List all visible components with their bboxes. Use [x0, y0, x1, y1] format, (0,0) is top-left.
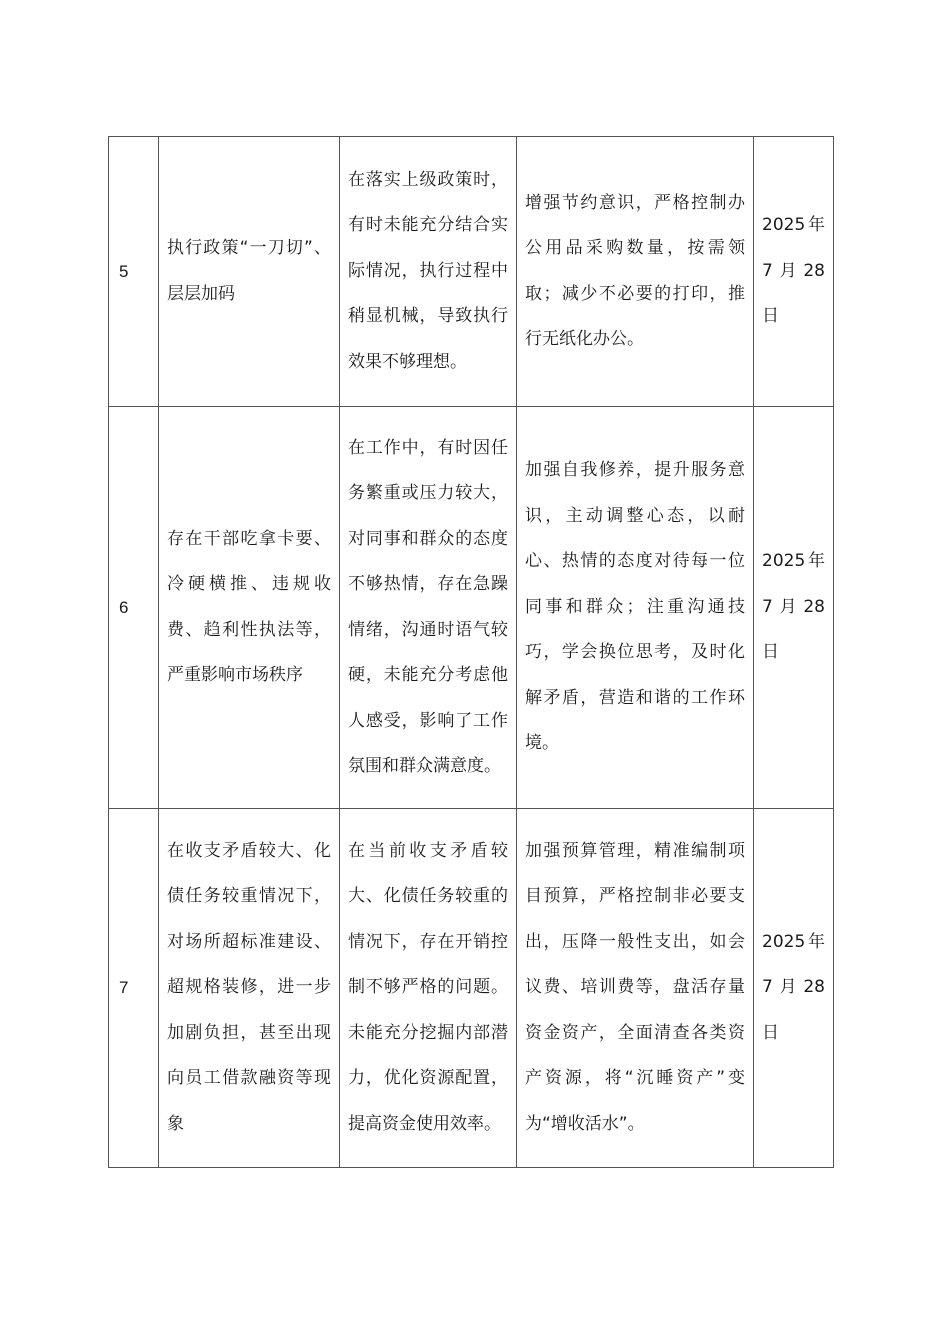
row-number: 7 [109, 809, 159, 1168]
deadline-cell [754, 137, 834, 407]
issue-text: 在收支矛盾较大、化债任务较重情况下，对场所超标准建设、超规格装修，进一步加剧负担，甚至出现向员工借款融资等现象 [167, 840, 331, 1134]
issue-cell [159, 809, 340, 1168]
deadline-cell [754, 809, 834, 1168]
deadline-text: 2025年7月28日 [762, 931, 825, 1043]
table-row [109, 137, 834, 407]
measure-text: 增强节约意识，严格控制办公用品采购数量，按需领取；减少不必要的打印，推行无纸化办公。 [525, 192, 745, 349]
description-cell [340, 809, 517, 1168]
row-number: 6 [109, 407, 159, 809]
rectification-table [108, 136, 834, 1168]
table-row [109, 809, 834, 1168]
issue-cell [159, 407, 340, 809]
table-row [109, 407, 834, 809]
deadline-text: 2025年7月28日 [762, 215, 825, 327]
description-text: 在落实上级政策时，有时未能充分结合实际情况，执行过程中稍显机械，导致执行效果不够理想。 [348, 169, 508, 372]
deadline-text: 2025年7月28日 [762, 551, 825, 663]
row-number: 5 [109, 137, 159, 407]
description-cell [340, 137, 517, 407]
issue-cell [159, 137, 340, 407]
measure-cell [517, 137, 754, 407]
measure-text: 加强自我修养，提升服务意识，主动调整心态，以耐心、热情的态度对待每一位同事和群众；注重沟通技巧，学会换位思考，及时化解矛盾，营造和谐的工作环境。 [525, 460, 745, 754]
description-text: 在工作中，有时因任务繁重或压力较大，对同事和群众的态度不够热情，存在急躁情绪，沟通时语气较硬，未能充分考虑他人感受，影响了工作氛围和群众满意度。 [348, 437, 508, 776]
deadline-cell [754, 407, 834, 809]
measure-cell [517, 809, 754, 1168]
measure-text: 加强预算管理，精准编制项目预算，严格控制非必要支出，压降一般性支出，如会议费、培训费等，盘活存量资金资产，全面清查各类资产资源，将“沉睡资产”变为“增收活水”。 [525, 840, 745, 1134]
issue-text: 存在干部吃拿卡要、冷硬横推、违规收费、趋利性执法等，严重影响市场秩序 [167, 528, 331, 685]
measure-cell [517, 407, 754, 809]
issue-text: 执行政策“一刀切”、层层加码 [167, 238, 331, 304]
description-text: 在当前收支矛盾较大、化债任务较重的情况下，存在开销控制不够严格的问题。未能充分挖掘内部潜力，优化资源配置，提高资金使用效率。 [348, 840, 508, 1134]
description-cell [340, 407, 517, 809]
